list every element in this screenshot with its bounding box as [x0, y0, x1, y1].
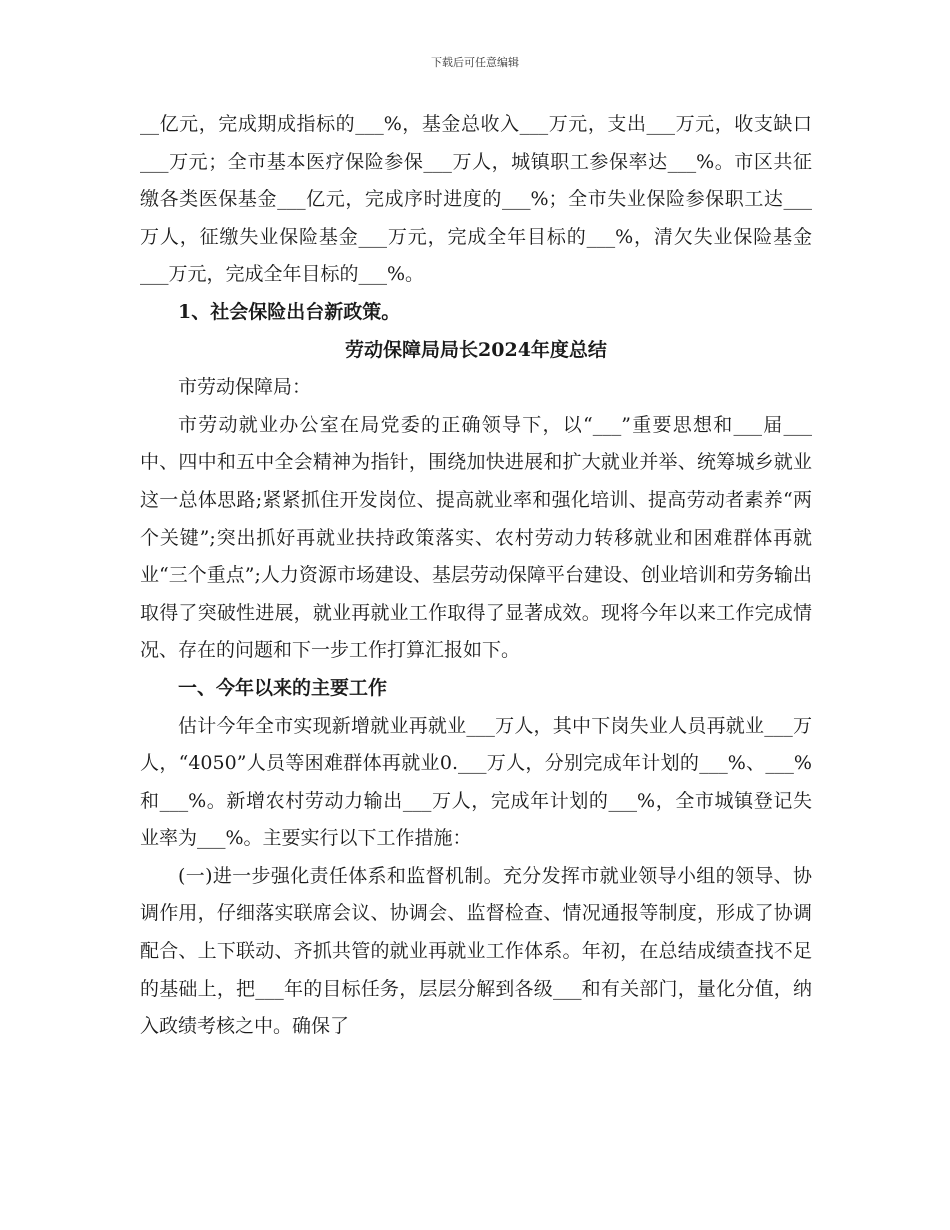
addressee: 市劳动保障局：: [178, 376, 312, 399]
paragraph-insurance-stats: __亿元，完成期成指标的___%，基金总收入___万元，支出___万元，收支缺口___万元；全市基本医疗保险参保___万人，城镇职工参保率达___%。市区共征缴各类医保基金___亿元，完成序时进度的___%；全市失业保险参保职工达___万人，征缴失业保险基金___万元，完成全年目标的___%，清欠失业保险基金___万元，完成全年目标的___%。: [140, 113, 812, 286]
document-title: 劳动保障局局长2024年度总结: [345, 338, 607, 361]
paragraph-employment-stats: 估计今年全市实现新增就业再就业___万人，其中下岗失业人员再就业___万人，“4050”人员等困难群体再就业0.___万人，分别完成年计划的___%、___%和___%。新增农村劳动力输出___万人，完成年计划的___%，全市城镇登记失业率为___%。主要实行以下工作措施：: [140, 714, 812, 850]
paragraph-intro: 市劳动就业办公室在局党委的正确领导下，以“___”重要思想和___届___中、四中和五中全会精神为指针，围绕加快进展和扩大就业并举、统筹城乡就业这一总体思路;紧紧抓住开发岗位、提高就业率和强化培训、提高劳动者素养“两个关键”;突出抓好再就业扶持政策落实、农村劳动力转移就业和困难群体再就业“三个重点”;人力资源市场建设、基层劳动保障平台建设、创业培训和劳务输出取得了突破性进展，就业再就业工作取得了显著成效。现将今年以来工作完成情况、存在的问题和下一步工作打算汇报如下。: [140, 413, 812, 662]
section-heading-new-policy: 1、社会保险出台新政策。: [178, 300, 401, 323]
paragraph-responsibility-system: (一)进一步强化责任体系和监督机制。充分发挥市就业领导小组的领导、协调作用，仔细落实联席会议、协调会、监督检查、情况通报等制度，形成了协调配合、上下联动、齐抓共管的就业再就业工作体系。年初，在总结成绩查找不足的基础上，把___年的目标任务，层层分解到各级___和有关部门，量化分值，纳入政绩考核之中。确保了: [140, 864, 812, 1038]
section-heading-main-work: 一、今年以来的主要工作: [178, 676, 388, 699]
document-body: [140, 106, 812, 1046]
page-header: 下载后可任意编辑: [431, 56, 519, 69]
